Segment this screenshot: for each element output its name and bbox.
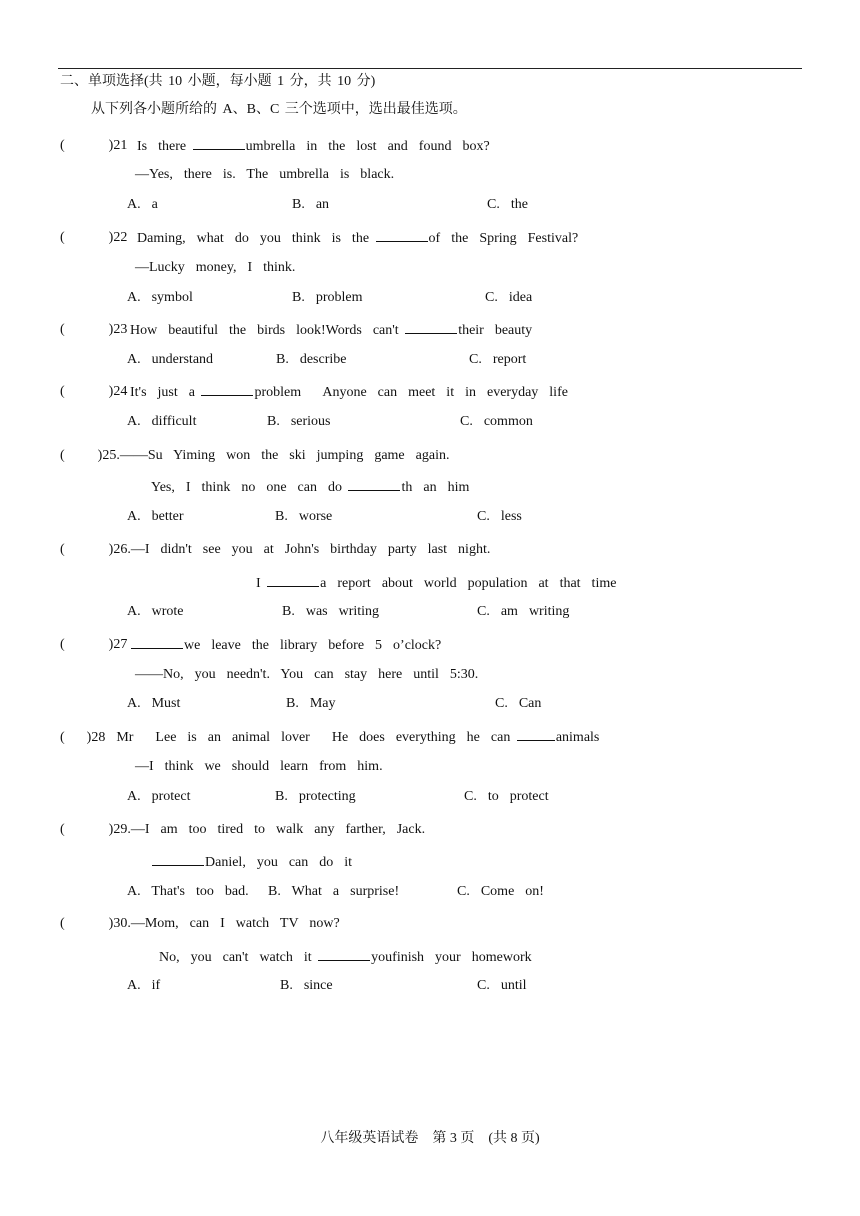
option-a: A. if xyxy=(127,978,161,993)
question-27-stem xyxy=(130,636,441,655)
option-c: C. the xyxy=(487,197,528,212)
question-21-response: —Yes, there is. The umbrella is black. xyxy=(135,167,395,182)
response-part-2: th an him xyxy=(401,480,470,495)
question-26-response xyxy=(256,574,616,593)
question-25-response xyxy=(151,478,469,497)
answer-blank xyxy=(267,574,319,587)
answer-blank xyxy=(376,229,428,242)
response-part-2: youfinish your homework xyxy=(371,950,532,965)
question-22-number: ( )22 xyxy=(60,230,128,245)
stem-part-2: problem Anyone can meet it in everyday life xyxy=(254,385,568,400)
option-b: B. since xyxy=(280,978,333,993)
response-part-1: I xyxy=(256,576,267,591)
option-c: C. idea xyxy=(485,290,533,305)
question-29-stem: ( )29.—I am too tired to walk any farther, Jack. xyxy=(60,822,426,837)
option-c: C. common xyxy=(460,414,533,429)
stem-part-2: animals xyxy=(555,730,600,745)
stem-part-2: of the Spring Festival? xyxy=(428,231,579,246)
option-b: B. was writing xyxy=(282,604,380,619)
answer-blank xyxy=(517,728,555,741)
stem-part-2: umbrella in the lost and found box? xyxy=(245,139,490,154)
question-28-stem xyxy=(60,728,599,747)
option-c: C. report xyxy=(469,352,527,367)
option-b: B. May xyxy=(286,696,336,711)
option-b: B. problem xyxy=(292,290,363,305)
question-21-number: ( )21 xyxy=(60,138,128,153)
section-instruction: 从下列各小题所给的 A、B、C 三个选项中，选出最佳选项。 xyxy=(91,102,467,117)
question-30-response xyxy=(159,948,532,967)
question-29-response xyxy=(151,853,352,872)
answer-blank xyxy=(131,636,183,649)
option-a: A. understand xyxy=(127,352,214,367)
question-23-stem xyxy=(130,321,532,340)
response-part-2: a report about world population at that time xyxy=(320,576,617,591)
option-c: C. to protect xyxy=(464,789,549,804)
section-heading: 二、单项选择(共 10 小题，每小题 1 分，共 10 分) xyxy=(60,74,376,89)
option-b: B. worse xyxy=(275,509,333,524)
option-b: B. an xyxy=(292,197,330,212)
option-c: C. less xyxy=(477,509,522,524)
stem-part-1: It's just a xyxy=(130,385,201,400)
question-24-stem xyxy=(130,383,568,402)
answer-blank xyxy=(152,853,204,866)
question-26-stem: ( )26.—I didn't see you at John's birthday party last night. xyxy=(60,542,491,557)
answer-blank xyxy=(201,383,253,396)
option-a: A. That's too bad. xyxy=(127,884,249,899)
question-24-number: ( )24 xyxy=(60,384,128,399)
question-25-stem: ( )25.——Su Yiming won the ski jumping game again. xyxy=(60,448,450,463)
question-22-stem xyxy=(137,229,578,248)
question-23-number: ( )23 xyxy=(60,322,128,337)
question-27-number: ( )27 xyxy=(60,637,128,652)
top-rule xyxy=(58,68,802,69)
option-a: A. protect xyxy=(127,789,191,804)
option-c: C. Come on! xyxy=(457,884,544,899)
question-22-response: —Lucky money, I think. xyxy=(135,260,296,275)
option-b: B. What a surprise! xyxy=(268,884,400,899)
option-a: A. better xyxy=(127,509,184,524)
answer-blank xyxy=(405,321,457,334)
stem-part-2: their beauty xyxy=(458,323,533,338)
stem-part-1: How beautiful the birds look!Words can't xyxy=(130,323,405,338)
stem-part-1: ( )28 Mr Lee is an animal lover He does everything he can xyxy=(60,730,516,745)
response-part-2: Daniel, you can do it xyxy=(205,855,353,870)
response-part-1: Yes, I think no one can do xyxy=(151,480,348,495)
stem-part-1: Daming, what do you think is the xyxy=(137,231,375,246)
option-b: B. protecting xyxy=(275,789,356,804)
option-a: A. wrote xyxy=(127,604,184,619)
answer-blank xyxy=(348,478,400,491)
question-21-stem xyxy=(137,137,490,156)
answer-blank xyxy=(318,948,370,961)
answer-blank xyxy=(193,137,245,150)
option-c: C. am writing xyxy=(477,604,570,619)
stem-part-1: Is there xyxy=(137,139,192,154)
option-a: A. symbol xyxy=(127,290,193,305)
option-a: A. Must xyxy=(127,696,181,711)
question-30-stem: ( )30.—Mom, can I watch TV now? xyxy=(60,916,340,931)
option-a: A. difficult xyxy=(127,414,197,429)
option-b: B. serious xyxy=(267,414,331,429)
question-28-response: —I think we should learn from him. xyxy=(135,759,383,774)
option-c: C. until xyxy=(477,978,527,993)
option-c: C. Can xyxy=(495,696,542,711)
page-footer: 八年级英语试卷 第 3 页 (共 8 页) xyxy=(320,1131,540,1146)
option-a: A. a xyxy=(127,197,158,212)
question-27-response: ——No, you needn't. You can stay here until 5:30. xyxy=(135,667,479,682)
option-b: B. describe xyxy=(276,352,347,367)
stem-part-2: we leave the library before 5 o’clock? xyxy=(184,638,442,653)
response-part-1: No, you can't watch it xyxy=(159,950,318,965)
